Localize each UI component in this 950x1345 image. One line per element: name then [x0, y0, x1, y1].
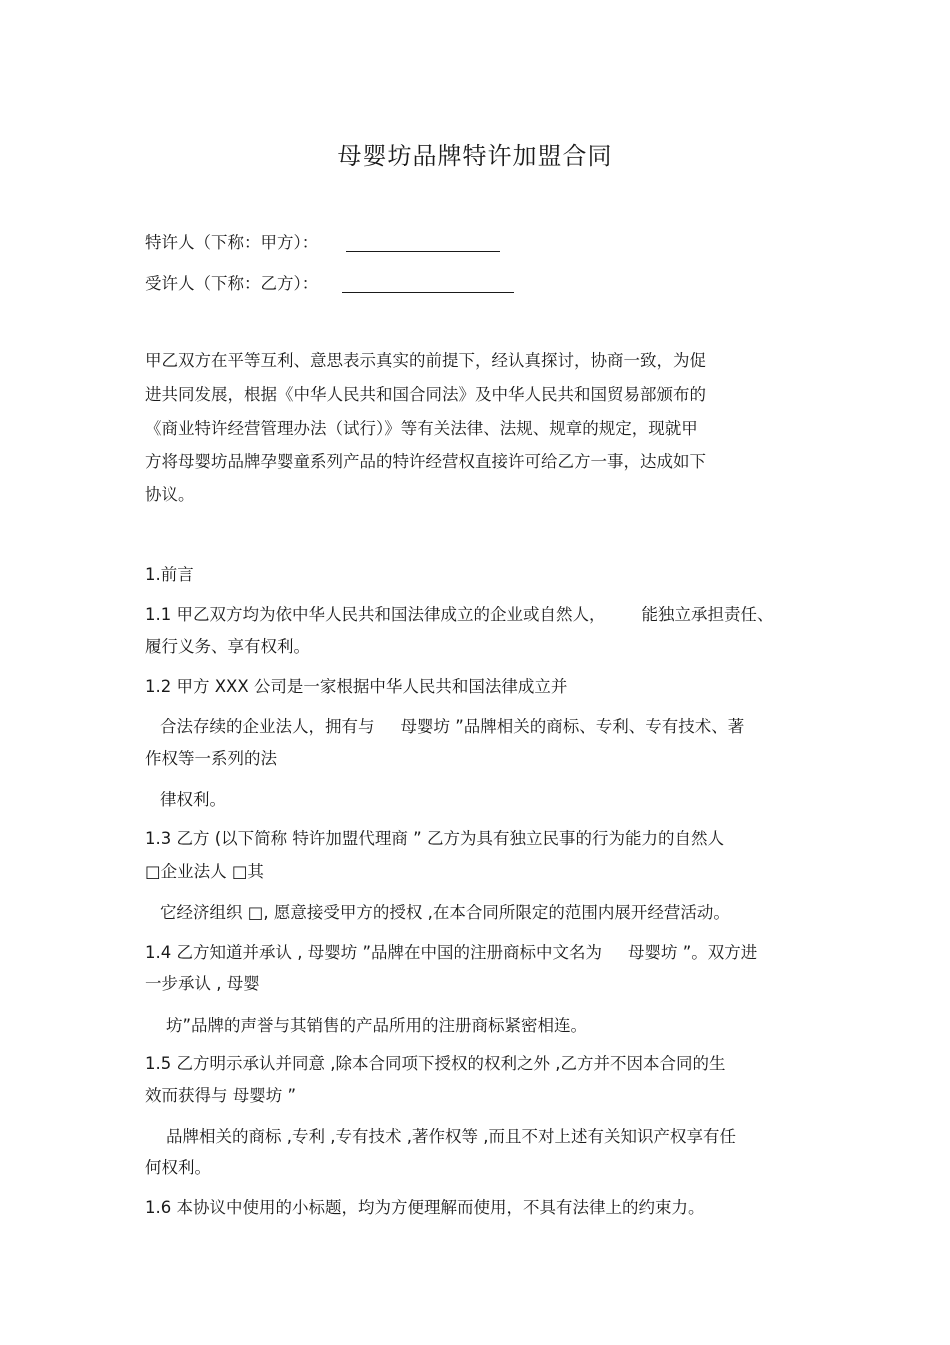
clause-1-4-text-b: 母婴坊 ”。双方进	[628, 943, 758, 962]
clause-1-1-line: 履行义务、享有权利。	[145, 637, 310, 656]
licensor-label: 特许人（下称：甲方）：	[145, 233, 319, 252]
clause-1-2-line: 律权利。	[160, 790, 226, 809]
clause-1-3-line: 1.3 乙方 (以下简称 特许加盟代理商 ” 乙方为具有独立民事的行为能力的自然人	[145, 829, 724, 848]
clause-1-1-line	[145, 604, 774, 626]
clause-1-2-line	[160, 716, 744, 738]
licensee-blank	[342, 276, 514, 293]
clause-1-2-text-c: 母婴坊 ”品牌相关的商标、专利、专有技术、著	[400, 717, 745, 736]
clause-1-4-line	[145, 942, 757, 964]
clause-1-2-line: 作权等一系列的法	[145, 749, 277, 768]
licensee-label: 受许人（下称：乙方）：	[145, 274, 319, 293]
preamble-line: 《商业特许经营管理办法（试行）》等有关法律、法规、规章的规定，现就甲	[145, 419, 698, 438]
licensor-blank	[346, 235, 500, 252]
preamble-line: 协议。	[145, 485, 195, 504]
preamble-line: 甲乙双方在平等互利、意思表示真实的前提下，经认真探讨，协商一致，为促	[145, 351, 706, 370]
preamble-line: 方将母婴坊品牌孕婴童系列产品的特许经营权直接许可给乙方一事，达成如下	[145, 452, 706, 471]
clause-1-4-text-a: 1.4 乙方知道并承认 , 母婴坊 ”品牌在中国的注册商标中文名为	[145, 943, 603, 962]
clause-1-1-text-a: 1.1 甲乙双方均为依中华人民共和国法律成立的企业或自然人，	[145, 605, 606, 624]
clause-1-5-line: 1.5 乙方明示承认并同意 ,除本合同项下授权的权利之外 ,乙方并不因本合同的生	[145, 1054, 726, 1073]
licensor-line	[145, 232, 500, 254]
clause-1-6-line: 1.6 本协议中使用的小标题，均为方便理解而使用，不具有法律上的约束力。	[145, 1198, 705, 1217]
licensee-line	[145, 273, 514, 295]
clause-1-3-line: 它经济组织 □, 愿意接受甲方的授权 ,在本合同所限定的范围内展开经营活动。	[160, 903, 730, 922]
clause-1-5-line: 效而获得与 母婴坊 ”	[145, 1086, 297, 1105]
clause-1-2-text-b: 合法存续的企业法人，拥有与	[160, 717, 375, 736]
clause-1-4-line: 一步承认 , 母婴	[145, 974, 260, 993]
preamble-line: 进共同发展，根据《中华人民共和国合同法》及中华人民共和国贸易部颁布的	[145, 385, 706, 404]
clause-1-1-text-b: 能独立承担责任、	[641, 605, 774, 624]
clause-1-4-line: 坊”品牌的声誉与其销售的产品所用的注册商标紧密相连。	[166, 1016, 588, 1035]
clause-1-5-line: 品牌相关的商标 ,专利 ,专有技术 ,著作权等 ,而且不对上述有关知识产权享有任	[166, 1127, 736, 1146]
document-title: 母婴坊品牌特许加盟合同	[337, 142, 613, 170]
clause-1-5-line: 何权利。	[145, 1158, 211, 1177]
clause-1-3-line: □企业法人 □其	[145, 862, 264, 881]
clause-1-2-line: 1.2 甲方 XXX 公司是一家根据中华人民共和国法律成立并	[145, 677, 568, 696]
section-1-heading: 1.前言	[145, 565, 194, 584]
